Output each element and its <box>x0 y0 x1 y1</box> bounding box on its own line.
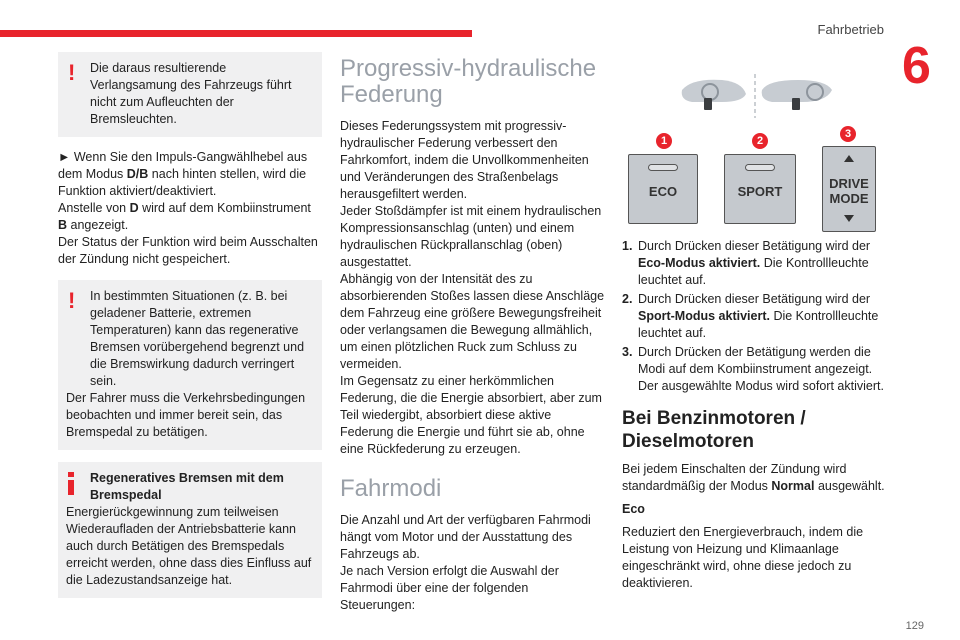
arrow-up-icon <box>844 155 854 162</box>
warning-text: Die daraus resultierende Verlangsamung des Fahrzeugs führt nicht zum Aufleuchten der Bremsleuchten. <box>90 61 292 126</box>
chapter-number: 6 <box>902 37 931 95</box>
warning-exclamation-icon: ! <box>68 60 76 85</box>
column-right <box>622 68 892 592</box>
eco-button[interactable] <box>628 154 698 224</box>
car-steering-illustration-icon <box>622 68 892 128</box>
header-accent-bar <box>0 30 472 37</box>
list-item: 2. Durch Drücken dieser Betätigung wird der Sport-Modus aktiviert. Die Kontrollleuchte leuchtet auf. <box>622 292 879 340</box>
driving-mode-controls-figure <box>622 68 892 238</box>
paragraph: Jeder Stoßdämpfer ist mit einem hydraulischen Kompressionsanschlag (unten) und einem hydraulischen Rückprallanschlag (oben) ausgestattet. <box>340 204 602 269</box>
drive-mode-button[interactable] <box>822 146 876 232</box>
indicator-light <box>745 164 775 171</box>
paragraph: Dieses Federungssystem mit progressiv-hydraulischer Federung verbessert den Fahrkomfort, indem die Unvollkommenheiten und Veränderungen des Straßenbelags herausgefiltert werden. <box>340 119 589 201</box>
section-title: Fahrbetrieb <box>817 22 884 37</box>
paragraph: Abhängig von der Intensität des zu absorbierenden Stoßes lassen diese Anschläge dem Fahrzeug eine größere Bewegungsfreiheit oder verlangsamen die Bewegung allmählich, um einen plötzlichen Ruck zum Schluss zu vermeiden. <box>340 272 605 371</box>
info-title: Regeneratives Bremsen mit dem Bremspedal <box>90 471 284 502</box>
heading-driving-modes: Fahrmodi <box>340 475 442 502</box>
paragraph: Im Gegensatz zu einer herkömmlichen Federung, die die Energie absorbiert, aber zum Teil wiedergibt, absorbiert diese aktive Federung die Energie und führt sie ab, ohne eine Rückfederung zu erzeugen. <box>340 374 602 456</box>
callout-3: 3 <box>840 126 856 142</box>
paragraph: Je nach Version erfolgt die Auswahl der Fahrmodi über eine der folgenden Steuerungen: <box>340 564 559 612</box>
paragraph: Bei jedem Einschalten der Zündung wird standardmäßig der Modus Normal ausgewählt. <box>622 462 885 493</box>
warning-text: Der Fahrer muss die Verkehrsbedingungen beobachten und immer bereit sein, das Bremspedal zu betätigen. <box>66 391 306 439</box>
paragraph-gear-lever: ► Wenn Sie den Impuls-Gangwählhebel aus dem Modus D/B nach hinten stellen, wird die Funktion aktiviert/deaktiviert. <box>58 150 308 198</box>
eco-subheading: Eco <box>622 502 645 516</box>
list-item: 1. Durch Drücken dieser Betätigung wird der Eco-Modus aktiviert. Die Kontrollleuchte leuchtet auf. <box>622 239 871 287</box>
info-text: Energierückgewinnung zum teilweisen Wiederaufladen der Antriebsbatterie kann auch durch Betätigen des Bremspedals erreicht werden, ohne dass dies Einfluss auf die Ladezustandsanzeige hat. <box>66 505 312 587</box>
column-left <box>58 52 322 610</box>
controls-list <box>622 238 892 395</box>
page-number: 129 <box>905 620 924 632</box>
drive-mode-label-line1: DRIVE <box>829 176 869 191</box>
paragraph-display: Anstelle von D wird auf dem Kombiinstrument B angezeigt. <box>58 201 311 232</box>
sport-button[interactable] <box>724 154 796 224</box>
drive-mode-label-line2: MODE <box>829 191 869 206</box>
paragraph: Die Anzahl und Art der verfügbaren Fahrmodi hängt vom Motor und der Ausstattung des Fahrzeugs ab. <box>340 513 591 561</box>
arrow-down-icon <box>844 215 854 222</box>
eco-button-label: ECO <box>648 184 678 199</box>
info-box <box>58 462 322 598</box>
info-icon <box>68 472 74 494</box>
warning-text: In bestimmten Situationen (z. B. bei geladener Batterie, extremen Temperaturen) kann das regenerative Bremsen vorübergehend begrenzt und die Bremswirkung dadurch verringert sein. <box>90 289 305 388</box>
indicator-light <box>648 164 678 171</box>
callout-1: 1 <box>656 133 672 149</box>
paragraph: Reduziert den Energieverbrauch, indem die Leistung von Heizung und Klimaanlage eingeschränkt wird, ohne diese jedoch zu deaktivieren. <box>622 525 864 590</box>
column-middle <box>340 56 606 614</box>
warning-box-1 <box>58 52 322 137</box>
heading-progressive-suspension: Progressiv-hydraulische Federung <box>340 55 597 108</box>
heading-petrol-diesel: Bei Benzinmotoren / Dieselmotoren <box>622 408 806 452</box>
warning-exclamation-icon: ! <box>68 288 76 313</box>
callout-2: 2 <box>752 133 768 149</box>
paragraph-status: Der Status der Funktion wird beim Ausschalten der Zündung nicht gespeichert. <box>58 235 318 266</box>
warning-box-2 <box>58 280 322 450</box>
list-item: 3. Durch Drücken der Betätigung werden die Modi auf dem Kombiinstrument angezeigt. Der ausgewählte Modus wird sofort aktiviert. <box>622 345 884 393</box>
sport-button-label: SPORT <box>737 184 783 199</box>
